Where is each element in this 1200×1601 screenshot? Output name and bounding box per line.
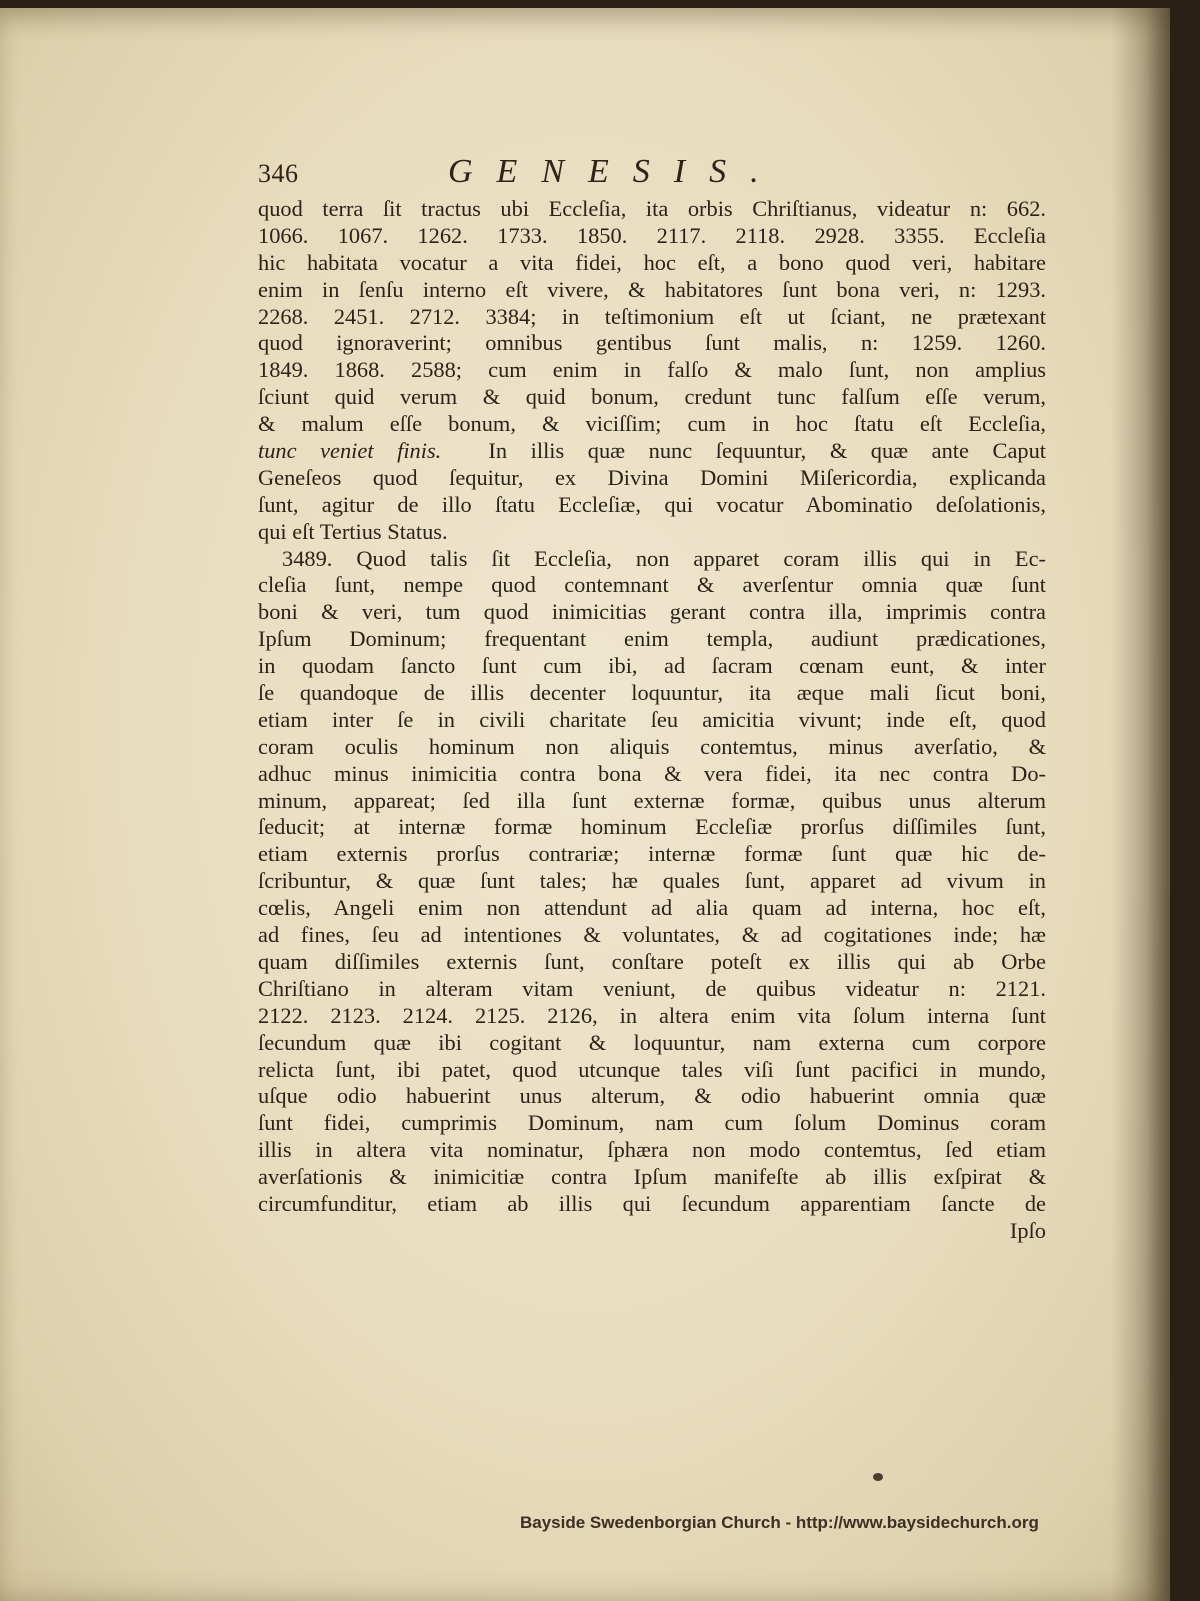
text-line: circumfunditur, etiam ab illis qui ſecundum apparentiam ſancte de <box>258 1190 1046 1216</box>
text-line: coram oculis hominum non aliquis contemtus, minus averſatio, & <box>258 733 1046 759</box>
text-line: cœlis, Angeli enim non attendunt ad alia quam ad interna, hoc eſt, <box>258 895 1046 921</box>
text-line: hic habitata vocatur a vita fidei, hoc eſt, a bono quod veri, habitare <box>258 249 1046 275</box>
text-line: quod terra ſit tractus ubi Eccleſia, ita orbis Chriſtianus, videatur n: 662. <box>258 196 1046 221</box>
text-line: quam diſſimiles externis ſunt, conſtare poteſt ex illis qui ab Orbe <box>258 948 1046 974</box>
text-line: etiam externis prorſus contrariæ; internæ formæ ſunt quæ hic de- <box>258 841 1046 867</box>
text-line: ſecundum quæ ibi cogitant & loquuntur, nam externa cum corpore <box>258 1029 1046 1055</box>
ink-blot <box>873 1473 883 1481</box>
text-line: quod ignoraverint; omnibus gentibus ſunt malis, n: 1259. 1260. <box>258 330 1046 356</box>
text-line: cleſia ſunt, nempe quod contemnant & averſentur omnia quæ ſunt <box>258 572 1046 598</box>
text-line: ſciunt quid verum & quid bonum, credunt tunc falſum eſſe verum, <box>258 384 1046 410</box>
text-segment: In illis quæ nunc ſequuntur, & quæ ante Caput <box>488 438 1046 464</box>
text-line: 1066. 1067. 1262. 1733. 1850. 2117. 2118. 2928. 3355. Eccleſia <box>258 222 1046 248</box>
text-line: 1849. 1868. 2588; cum enim in falſo & malo ſunt, non amplius <box>258 357 1046 383</box>
text-line: Ipſum Dominum; frequentant enim templa, audiunt prædicationes, <box>258 626 1046 652</box>
text-line-with-italic <box>258 438 1046 465</box>
text-line: boni & veri, tum quod inimicitias gerant contra illa, imprimis contra <box>258 599 1046 625</box>
body-text <box>258 196 1046 1245</box>
text-line: enim in ſenſu interno eſt vivere, & habitatores ſunt bona veri, n: 1293. <box>258 276 1046 302</box>
text-line: adhuc minus inimicitia contra bona & vera fidei, ita nec contra Do- <box>258 760 1046 786</box>
book-page <box>0 8 1170 1601</box>
text-line: 2122. 2123. 2124. 2125. 2126, in altera enim vita ſolum interna ſunt <box>258 1002 1046 1028</box>
text-line: ſeducit; at internæ formæ hominum Eccleſiæ prorſus diſſimiles ſunt, <box>258 814 1046 840</box>
page-number: 346 <box>258 159 299 188</box>
text-line: ſunt fidei, cumprimis Dominum, nam cum ſolum Dominus coram <box>258 1110 1046 1136</box>
text-line: 2268. 2451. 2712. 3384; in teſtimonium eſt ut ſciant, ne prætexant <box>258 303 1046 329</box>
text-line: illis in altera vita nominatur, ſphæra non modo contemtus, ſed etiam <box>258 1137 1046 1163</box>
catchword: Ipſo <box>1009 1217 1046 1243</box>
text-line: relicta ſunt, ibi patet, quod utcunque tales viſi ſunt pacifici in mundo, <box>258 1056 1046 1082</box>
paragraph-start: 3489. Quod talis ſit Eccleſia, non apparet coram illis qui in Ec- <box>282 545 1046 571</box>
italic-phrase: tunc veniet finis. <box>258 438 442 464</box>
text-line: ſe quandoque de illis decenter loquuntur, ita æque mali ſicut boni, <box>258 680 1046 706</box>
text-line: Geneſeos quod ſequitur, ex Divina Domini Miſericordia, explicanda <box>258 464 1046 490</box>
spine-shadow <box>1110 8 1170 1601</box>
running-title: GENESIS. <box>448 153 783 190</box>
text-line: in quodam ſancto ſunt cum ibi, ad ſacram cœnam eunt, & inter <box>258 653 1046 679</box>
text-line: & malum eſſe bonum, & viciſſim; cum in hoc ſtatu eſt Eccleſia, <box>258 411 1046 437</box>
footer-watermark: Bayside Swedenborgian Church - http://www.baysidechurch.org <box>520 1513 1039 1532</box>
text-line: qui eſt Tertius Status. <box>258 518 448 544</box>
text-line: Chriſtiano in alteram vitam veniunt, de quibus videatur n: 2121. <box>258 975 1046 1001</box>
text-line: minum, appareat; ſed illa ſunt externæ formæ, quibus unus alterum <box>258 787 1046 813</box>
text-line: ſcribuntur, & quæ ſunt tales; hæ quales ſunt, apparet ad vivum in <box>258 868 1046 894</box>
text-line: ad fines, ſeu ad intentiones & voluntates, & ad cogitationes inde; hæ <box>258 922 1046 948</box>
text-line: uſque odio habuerint unus alterum, & odio habuerint omnia quæ <box>258 1083 1046 1109</box>
text-line: etiam inter ſe in civili charitate ſeu amicitia vivunt; inde eſt, quod <box>258 706 1046 732</box>
text-line: ſunt, agitur de illo ſtatu Eccleſiæ, qui vocatur Abominatio deſolationis, <box>258 491 1046 517</box>
text-line: averſationis & inimicitiæ contra Ipſum manifeſte ab illis exſpirat & <box>258 1164 1046 1190</box>
